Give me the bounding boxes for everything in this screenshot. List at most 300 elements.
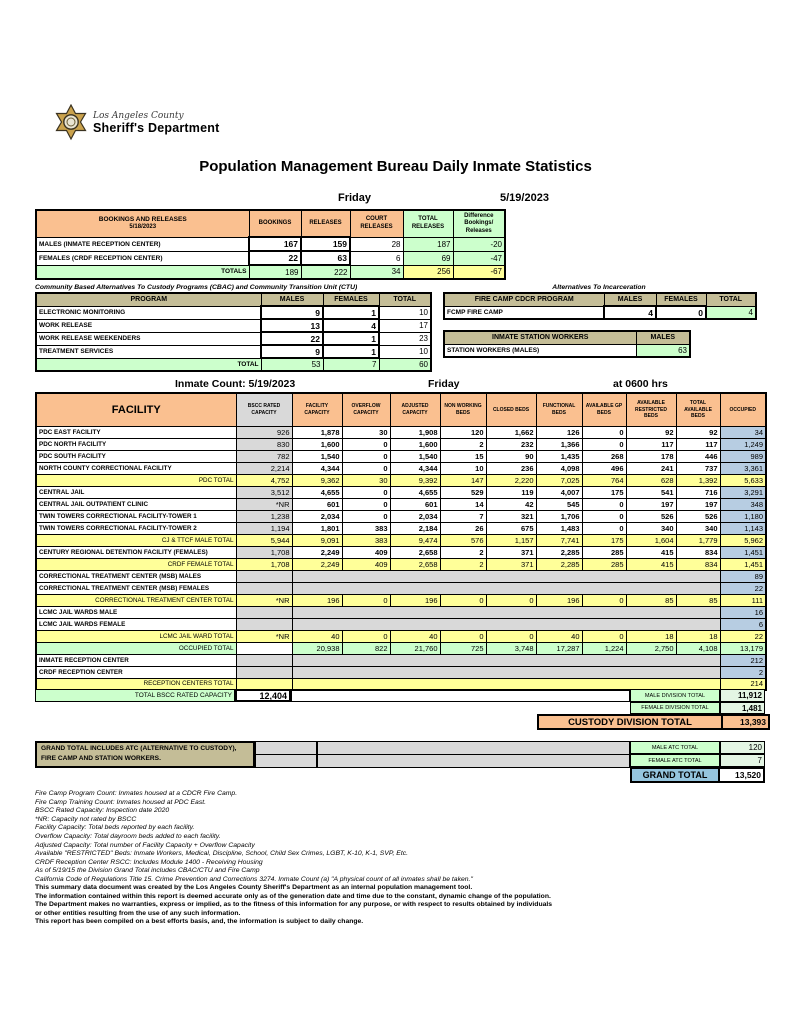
bscc-cell: 1,194 [236, 522, 292, 534]
bscc-cell [236, 654, 292, 666]
totals-row [36, 358, 431, 371]
footnotes-line: CRDF Reception Center RSCC: Includes Module 1400 - Receiving Housing [35, 858, 263, 866]
value-cell: 415 [626, 546, 676, 558]
value-cell: 1,483 [536, 522, 582, 534]
col-total-available-beds: TOTAL AVAILABLE BEDS [676, 393, 720, 426]
value-cell: 197 [676, 498, 720, 510]
footnotes-line: BSCC Rated Capacity: Inspection date 2020 [35, 807, 170, 815]
col-overflow-capacity: OVERFLOW CAPACITY [342, 393, 390, 426]
value-cell: 2 [440, 438, 486, 450]
custody-division-total-value: 13,393 [723, 716, 768, 728]
value-cell: 117 [676, 438, 720, 450]
value-cell: 601 [390, 498, 440, 510]
footnotes [35, 790, 473, 885]
occupied-cell: 3,361 [720, 462, 766, 474]
col-males: MALES [604, 293, 656, 306]
value-cell: 1,662 [486, 426, 536, 438]
value-cell: 1,600 [390, 438, 440, 450]
occupied-cell: 16 [720, 606, 766, 618]
disclaimer-line: The information contained within this report is deemed accurate only as of the generation date and time due to the constant, dynamic change of the population. [35, 892, 551, 900]
value-cell: 30 [342, 474, 390, 486]
female-atc-total-value: 7 [720, 754, 765, 767]
footnotes-line: *NR: Capacity not rated by BSCC [35, 815, 137, 823]
value-cell: 2,034 [390, 510, 440, 522]
bscc-cell: 1,708 [236, 546, 292, 558]
facility-row [36, 546, 766, 558]
facility-row [36, 630, 766, 642]
bscc-cell: 830 [236, 438, 292, 450]
value-cell: 147 [440, 474, 486, 486]
value-cell: 0 [486, 630, 536, 642]
value-cell: 4,344 [390, 462, 440, 474]
total-releases-value: 69 [403, 251, 453, 265]
value-cell: 2,220 [486, 474, 536, 486]
value-cell: 834 [676, 546, 720, 558]
table-row [36, 251, 505, 265]
totals-total-releases: 256 [403, 265, 453, 279]
footnotes-line: Adjusted Capacity: Total number of Facility Capacity + Overflow Capacity [35, 841, 255, 849]
facility-label: PDC SOUTH FACILITY [36, 450, 236, 462]
value-cell: 17,287 [536, 642, 582, 654]
spacer-cell [291, 689, 630, 702]
value-cell: 7,025 [536, 474, 582, 486]
value-cell: 9,362 [292, 474, 342, 486]
bscc-cell: 782 [236, 450, 292, 462]
merged-cell [292, 582, 720, 594]
value-cell: 834 [676, 558, 720, 570]
facility-label: CENTURY REGIONAL DETENTION FACILITY (FEMALES) [36, 546, 236, 558]
value-cell: 1,600 [292, 438, 342, 450]
facility-row [36, 594, 766, 606]
col-facility: FACILITY [36, 393, 236, 426]
value-cell: 0 [342, 462, 390, 474]
facility-label: CRDF RECEPTION CENTER [36, 666, 236, 678]
value-cell: 236 [486, 462, 536, 474]
agency-county-label: Los Angeles County [93, 111, 184, 121]
value-cell: 2,249 [292, 546, 342, 558]
total-value: 23 [379, 332, 431, 345]
value-cell: 1,908 [390, 426, 440, 438]
facility-table [35, 392, 767, 691]
females-value: 4 [323, 319, 379, 332]
court-releases-value: 28 [350, 237, 403, 251]
program-label: WORK RELEASE WEEKENDERS [36, 332, 261, 345]
bscc-total-value: 12,404 [235, 689, 291, 702]
value-cell: 383 [342, 534, 390, 546]
facility-label: LCMC JAIL WARDS MALE [36, 606, 236, 618]
col-facility-capacity: FACILITY CAPACITY [292, 393, 342, 426]
occupied-cell: 34 [720, 426, 766, 438]
value-cell: 541 [626, 486, 676, 498]
facility-label: RECEPTION CENTERS TOTAL [36, 678, 236, 690]
bscc-total-row [35, 689, 765, 702]
female-division-total-row [630, 702, 765, 714]
merged-cell [292, 618, 720, 630]
totals-females: 7 [323, 358, 379, 371]
value-cell: 576 [440, 534, 486, 546]
value-cell: 2,285 [536, 558, 582, 570]
grand-total-note: GRAND TOTAL INCLUDES ATC (ALTERNATIVE TO CUSTODY), FIRE CAMP AND STATION WORKERS. [35, 741, 255, 768]
value-cell: 285 [582, 558, 626, 570]
value-cell: 725 [440, 642, 486, 654]
value-cell: 2,184 [390, 522, 440, 534]
table-row [444, 344, 690, 357]
agency-name-label: Sheriff's Department [93, 121, 220, 135]
male-atc-total-value: 120 [720, 741, 765, 754]
facility-label: CENTRAL JAIL [36, 486, 236, 498]
value-cell: 120 [440, 426, 486, 438]
value-cell: 40 [536, 630, 582, 642]
footnotes-line: Available "RESTRICTED" Beds: Inmate Workers, Medical, Discipline, School, Child Sex Crimes, LGBT, K-10, K-1, SVP, Etc. [35, 850, 408, 858]
col-fire-camp-program: FIRE CAMP CDCR PROGRAM [444, 293, 604, 306]
occupied-cell: 89 [720, 570, 766, 582]
value-cell: 268 [582, 450, 626, 462]
col-inmate-station-workers: INMATE STATION WORKERS [444, 331, 636, 344]
bscc-cell [236, 642, 292, 654]
value-cell: 4,098 [536, 462, 582, 474]
occupied-cell: 989 [720, 450, 766, 462]
value-cell: 415 [626, 558, 676, 570]
value-cell: 175 [582, 534, 626, 546]
value-cell: 0 [582, 426, 626, 438]
value-cell: 9,474 [390, 534, 440, 546]
value-cell: 446 [676, 450, 720, 462]
station-workers-value: 63 [636, 344, 690, 357]
logo-text [93, 111, 219, 135]
female-division-total-label: FEMALE DIVISION TOTAL [630, 702, 720, 714]
value-cell: 1,366 [536, 438, 582, 450]
table-row [36, 306, 431, 319]
totals-row [36, 265, 505, 279]
occupied-cell: 1,180 [720, 510, 766, 522]
value-cell: 1,801 [292, 522, 342, 534]
table-row [444, 306, 756, 319]
bscc-cell: 5,944 [236, 534, 292, 546]
facility-row [36, 570, 766, 582]
female-atc-total-row [630, 754, 765, 767]
disclaimer-line: This summary data document was created by the Los Angeles County Sheriff's Department as an internal population management tool. [35, 884, 473, 891]
value-cell: 1,878 [292, 426, 342, 438]
fire-camp-table [443, 292, 757, 320]
facility-header-row [36, 393, 766, 426]
value-cell: 119 [486, 486, 536, 498]
page-title: Population Management Bureau Daily Inmate Statistics [199, 158, 592, 175]
value-cell: 529 [440, 486, 486, 498]
value-cell: 2,750 [626, 642, 676, 654]
total-value: 17 [379, 319, 431, 332]
facility-row [36, 606, 766, 618]
value-cell: 0 [342, 498, 390, 510]
inmate-count-day: Friday [428, 378, 460, 390]
value-cell: 92 [676, 426, 720, 438]
value-cell: 0 [342, 450, 390, 462]
bookings-header-row [36, 210, 505, 237]
col-program: PROGRAM [36, 293, 261, 306]
merged-cell [292, 606, 720, 618]
value-cell: 0 [342, 438, 390, 450]
value-cell: 2,658 [390, 546, 440, 558]
facility-row [36, 426, 766, 438]
inmate-count-label: Inmate Count: 5/19/2023 [175, 378, 296, 390]
bscc-cell [236, 666, 292, 678]
value-cell: 2,034 [292, 510, 342, 522]
gray-cell [255, 741, 317, 755]
col-total-releases: TOTAL RELEASES [403, 210, 453, 237]
sheriff-logo [54, 104, 219, 142]
value-cell: 18 [676, 630, 720, 642]
value-cell: 340 [626, 522, 676, 534]
value-cell: 15 [440, 450, 486, 462]
bookings-title-text: BOOKINGS AND RELEASES [98, 215, 187, 223]
fire-camp-header-row [444, 293, 756, 306]
report-day: Friday [338, 192, 372, 204]
value-cell: 0 [582, 630, 626, 642]
value-cell: 0 [440, 630, 486, 642]
males-value: 9 [261, 345, 323, 358]
value-cell: 4,655 [292, 486, 342, 498]
value-cell: 1,224 [582, 642, 626, 654]
value-cell: 117 [626, 438, 676, 450]
facility-label: CORRECTIONAL TREATMENT CENTER (MSB) FEMALES [36, 582, 236, 594]
occupied-cell: 5,962 [720, 534, 766, 546]
bscc-cell [236, 570, 292, 582]
value-cell: 40 [390, 630, 440, 642]
value-cell: 2,285 [536, 546, 582, 558]
facility-row [36, 486, 766, 498]
program-label: WORK RELEASE [36, 319, 261, 332]
bscc-cell: *NR [236, 594, 292, 606]
value-cell: 285 [582, 546, 626, 558]
value-cell: 371 [486, 558, 536, 570]
females-value: 0 [656, 306, 706, 319]
facility-label: PDC TOTAL [36, 474, 236, 486]
totals-difference: -67 [453, 265, 505, 279]
value-cell: 30 [342, 426, 390, 438]
facility-label: PDC NORTH FACILITY [36, 438, 236, 450]
value-cell: 1,604 [626, 534, 676, 546]
bscc-cell: 926 [236, 426, 292, 438]
col-females: FEMALES [656, 293, 706, 306]
disclaimer-line: or other entities resulting from the use of any such information. [35, 909, 241, 917]
table-row [36, 237, 505, 251]
disclaimer-line: This report has been compiled on a best efforts basis, and, the information is subject to daily change. [35, 918, 364, 926]
col-difference: Difference Bookings/ Releases [453, 210, 505, 237]
value-cell: 2 [440, 546, 486, 558]
female-atc-total-label: FEMALE ATC TOTAL [630, 754, 720, 767]
occupied-cell: 214 [720, 678, 766, 690]
col-adjusted-capacity: ADJUSTED CAPACITY [390, 393, 440, 426]
cbac-header-row [36, 293, 431, 306]
row-label: FEMALES (CRDF RECEPTION CENTER) [36, 251, 249, 265]
custody-division-total-label: CUSTODY DIVISION TOTAL [539, 716, 723, 728]
table-row [36, 319, 431, 332]
female-division-total-value: 1,481 [720, 702, 765, 714]
value-cell: 764 [582, 474, 626, 486]
value-cell: 85 [626, 594, 676, 606]
bscc-cell: 2,214 [236, 462, 292, 474]
facility-label: OCCUPIED TOTAL [36, 642, 236, 654]
value-cell: 0 [342, 594, 390, 606]
value-cell: 2,249 [292, 558, 342, 570]
facility-row [36, 666, 766, 678]
value-cell: 7 [440, 510, 486, 522]
report-date: 5/19/2023 [500, 192, 549, 204]
value-cell: 126 [536, 426, 582, 438]
value-cell: 1,540 [292, 450, 342, 462]
cbac-table [35, 292, 432, 372]
occupied-cell: 13,179 [720, 642, 766, 654]
value-cell: 20,938 [292, 642, 342, 654]
col-males: MALES [261, 293, 323, 306]
total-value: 4 [706, 306, 756, 319]
value-cell: 9,091 [292, 534, 342, 546]
value-cell: 196 [536, 594, 582, 606]
occupied-cell: 22 [720, 630, 766, 642]
bscc-cell: *NR [236, 498, 292, 510]
value-cell: 409 [342, 558, 390, 570]
facility-row [36, 450, 766, 462]
bscc-cell: 1,238 [236, 510, 292, 522]
grand-total-label: GRAND TOTAL [632, 769, 720, 781]
bookings-value: 22 [249, 251, 301, 265]
value-cell: 383 [342, 522, 390, 534]
station-workers-label: STATION WORKERS (MALES) [444, 344, 636, 357]
value-cell: 26 [440, 522, 486, 534]
bscc-cell: *NR [236, 630, 292, 642]
totals-label: TOTAL [36, 358, 261, 371]
footnotes-line: Fire Camp Training Count: Inmates housed at PDC East. [35, 798, 207, 806]
bookings-table-title [36, 210, 249, 237]
disclaimer-line: The Department makes no warranties, express or implied, as to the fitness of this information for any purpose, or with respect to results obtained by individuals [35, 901, 553, 909]
value-cell: 1,779 [676, 534, 720, 546]
value-cell: 14 [440, 498, 486, 510]
facility-row [36, 438, 766, 450]
col-bookings: BOOKINGS [249, 210, 301, 237]
merged-cell [292, 654, 720, 666]
value-cell: 178 [626, 450, 676, 462]
value-cell: 0 [582, 510, 626, 522]
occupied-cell: 212 [720, 654, 766, 666]
value-cell: 197 [626, 498, 676, 510]
value-cell: 716 [676, 486, 720, 498]
difference-value: -47 [453, 251, 505, 265]
females-value: 1 [323, 306, 379, 319]
value-cell: 18 [626, 630, 676, 642]
occupied-cell: 1,249 [720, 438, 766, 450]
occupied-cell: 3,291 [720, 486, 766, 498]
releases-value: 63 [301, 251, 350, 265]
value-cell: 175 [582, 486, 626, 498]
occupied-cell: 5,633 [720, 474, 766, 486]
facility-row [36, 510, 766, 522]
facility-label: CENTRAL JAIL OUTPATIENT CLINIC [36, 498, 236, 510]
alternatives-section-title: Alternatives To Incarceration [552, 284, 646, 291]
facility-row [36, 534, 766, 546]
custody-division-total-row [537, 714, 770, 730]
col-releases: RELEASES [301, 210, 350, 237]
col-closed-beds: CLOSED BEDS [486, 393, 536, 426]
facility-row [36, 498, 766, 510]
facility-label: LCMC JAIL WARDS FEMALE [36, 618, 236, 630]
totals-males: 53 [261, 358, 323, 371]
value-cell: 0 [486, 594, 536, 606]
sheriff-star-icon [54, 104, 88, 142]
col-court-releases: COURT RELEASES [350, 210, 403, 237]
males-value: 9 [261, 306, 323, 319]
inmate-count-time: at 0600 hrs [613, 378, 668, 390]
value-cell: 526 [676, 510, 720, 522]
footnotes-line: Facility Capacity: Total beds reported by each facility. [35, 824, 195, 832]
program-label: ELECTRONIC MONITORING [36, 306, 261, 319]
footnotes-line: Overflow Capacity: Total dayroom beds added to each facility. [35, 832, 221, 840]
value-cell: 1,706 [536, 510, 582, 522]
program-label: TREATMENT SERVICES [36, 345, 261, 358]
value-cell: 232 [486, 438, 536, 450]
grand-total-value: 13,520 [720, 769, 763, 781]
total-value: 10 [379, 345, 431, 358]
value-cell: 0 [342, 486, 390, 498]
value-cell: 92 [626, 426, 676, 438]
facility-label: PDC EAST FACILITY [36, 426, 236, 438]
court-releases-value: 6 [350, 251, 403, 265]
footnotes-line: As of 5/19/15 the Division Grand Total includes CBAC/CTU and Fire Camp [35, 867, 260, 875]
facility-row [36, 582, 766, 594]
bscc-cell: 4,752 [236, 474, 292, 486]
value-cell: 4,655 [390, 486, 440, 498]
value-cell: 0 [582, 522, 626, 534]
value-cell: 40 [292, 630, 342, 642]
value-cell: 496 [582, 462, 626, 474]
col-occupied: OCCUPIED [720, 393, 766, 426]
value-cell: 371 [486, 546, 536, 558]
station-workers-header-row [444, 331, 690, 344]
value-cell: 1,435 [536, 450, 582, 462]
totals-total: 60 [379, 358, 431, 371]
value-cell: 3,748 [486, 642, 536, 654]
value-cell: 196 [390, 594, 440, 606]
value-cell: 1,392 [676, 474, 720, 486]
value-cell: 409 [342, 546, 390, 558]
occupied-cell: 348 [720, 498, 766, 510]
footnotes-line: California Code of Regulations Title 15. Crime Prevention and Corrections 3274. Inmate Count (a) "A physical count of all inmates shall be taken." [35, 875, 473, 883]
col-non-working-beds: NON WORKING BEDS [440, 393, 486, 426]
col-functional-beds: FUNCTIONAL BEDS [536, 393, 582, 426]
males-value: 13 [261, 319, 323, 332]
facility-row [36, 474, 766, 486]
station-workers-table [443, 330, 691, 358]
value-cell: 0 [582, 498, 626, 510]
col-females: FEMALES [323, 293, 379, 306]
value-cell: 675 [486, 522, 536, 534]
col-total: TOTAL [706, 293, 756, 306]
gray-cell [317, 741, 630, 755]
facility-row [36, 558, 766, 570]
table-row [36, 345, 431, 358]
value-cell: 85 [676, 594, 720, 606]
facility-row [36, 618, 766, 630]
totals-label: TOTALS [36, 265, 249, 279]
merged-cell [292, 570, 720, 582]
facility-label: TWIN TOWERS CORRECTIONAL FACILITY-TOWER 1 [36, 510, 236, 522]
males-value: 4 [604, 306, 656, 319]
value-cell: 737 [676, 462, 720, 474]
bscc-cell [236, 606, 292, 618]
value-cell: 4,007 [536, 486, 582, 498]
occupied-cell: 6 [720, 618, 766, 630]
male-atc-total-row [630, 741, 765, 754]
totals-bookings: 189 [249, 265, 301, 279]
value-cell: 241 [626, 462, 676, 474]
